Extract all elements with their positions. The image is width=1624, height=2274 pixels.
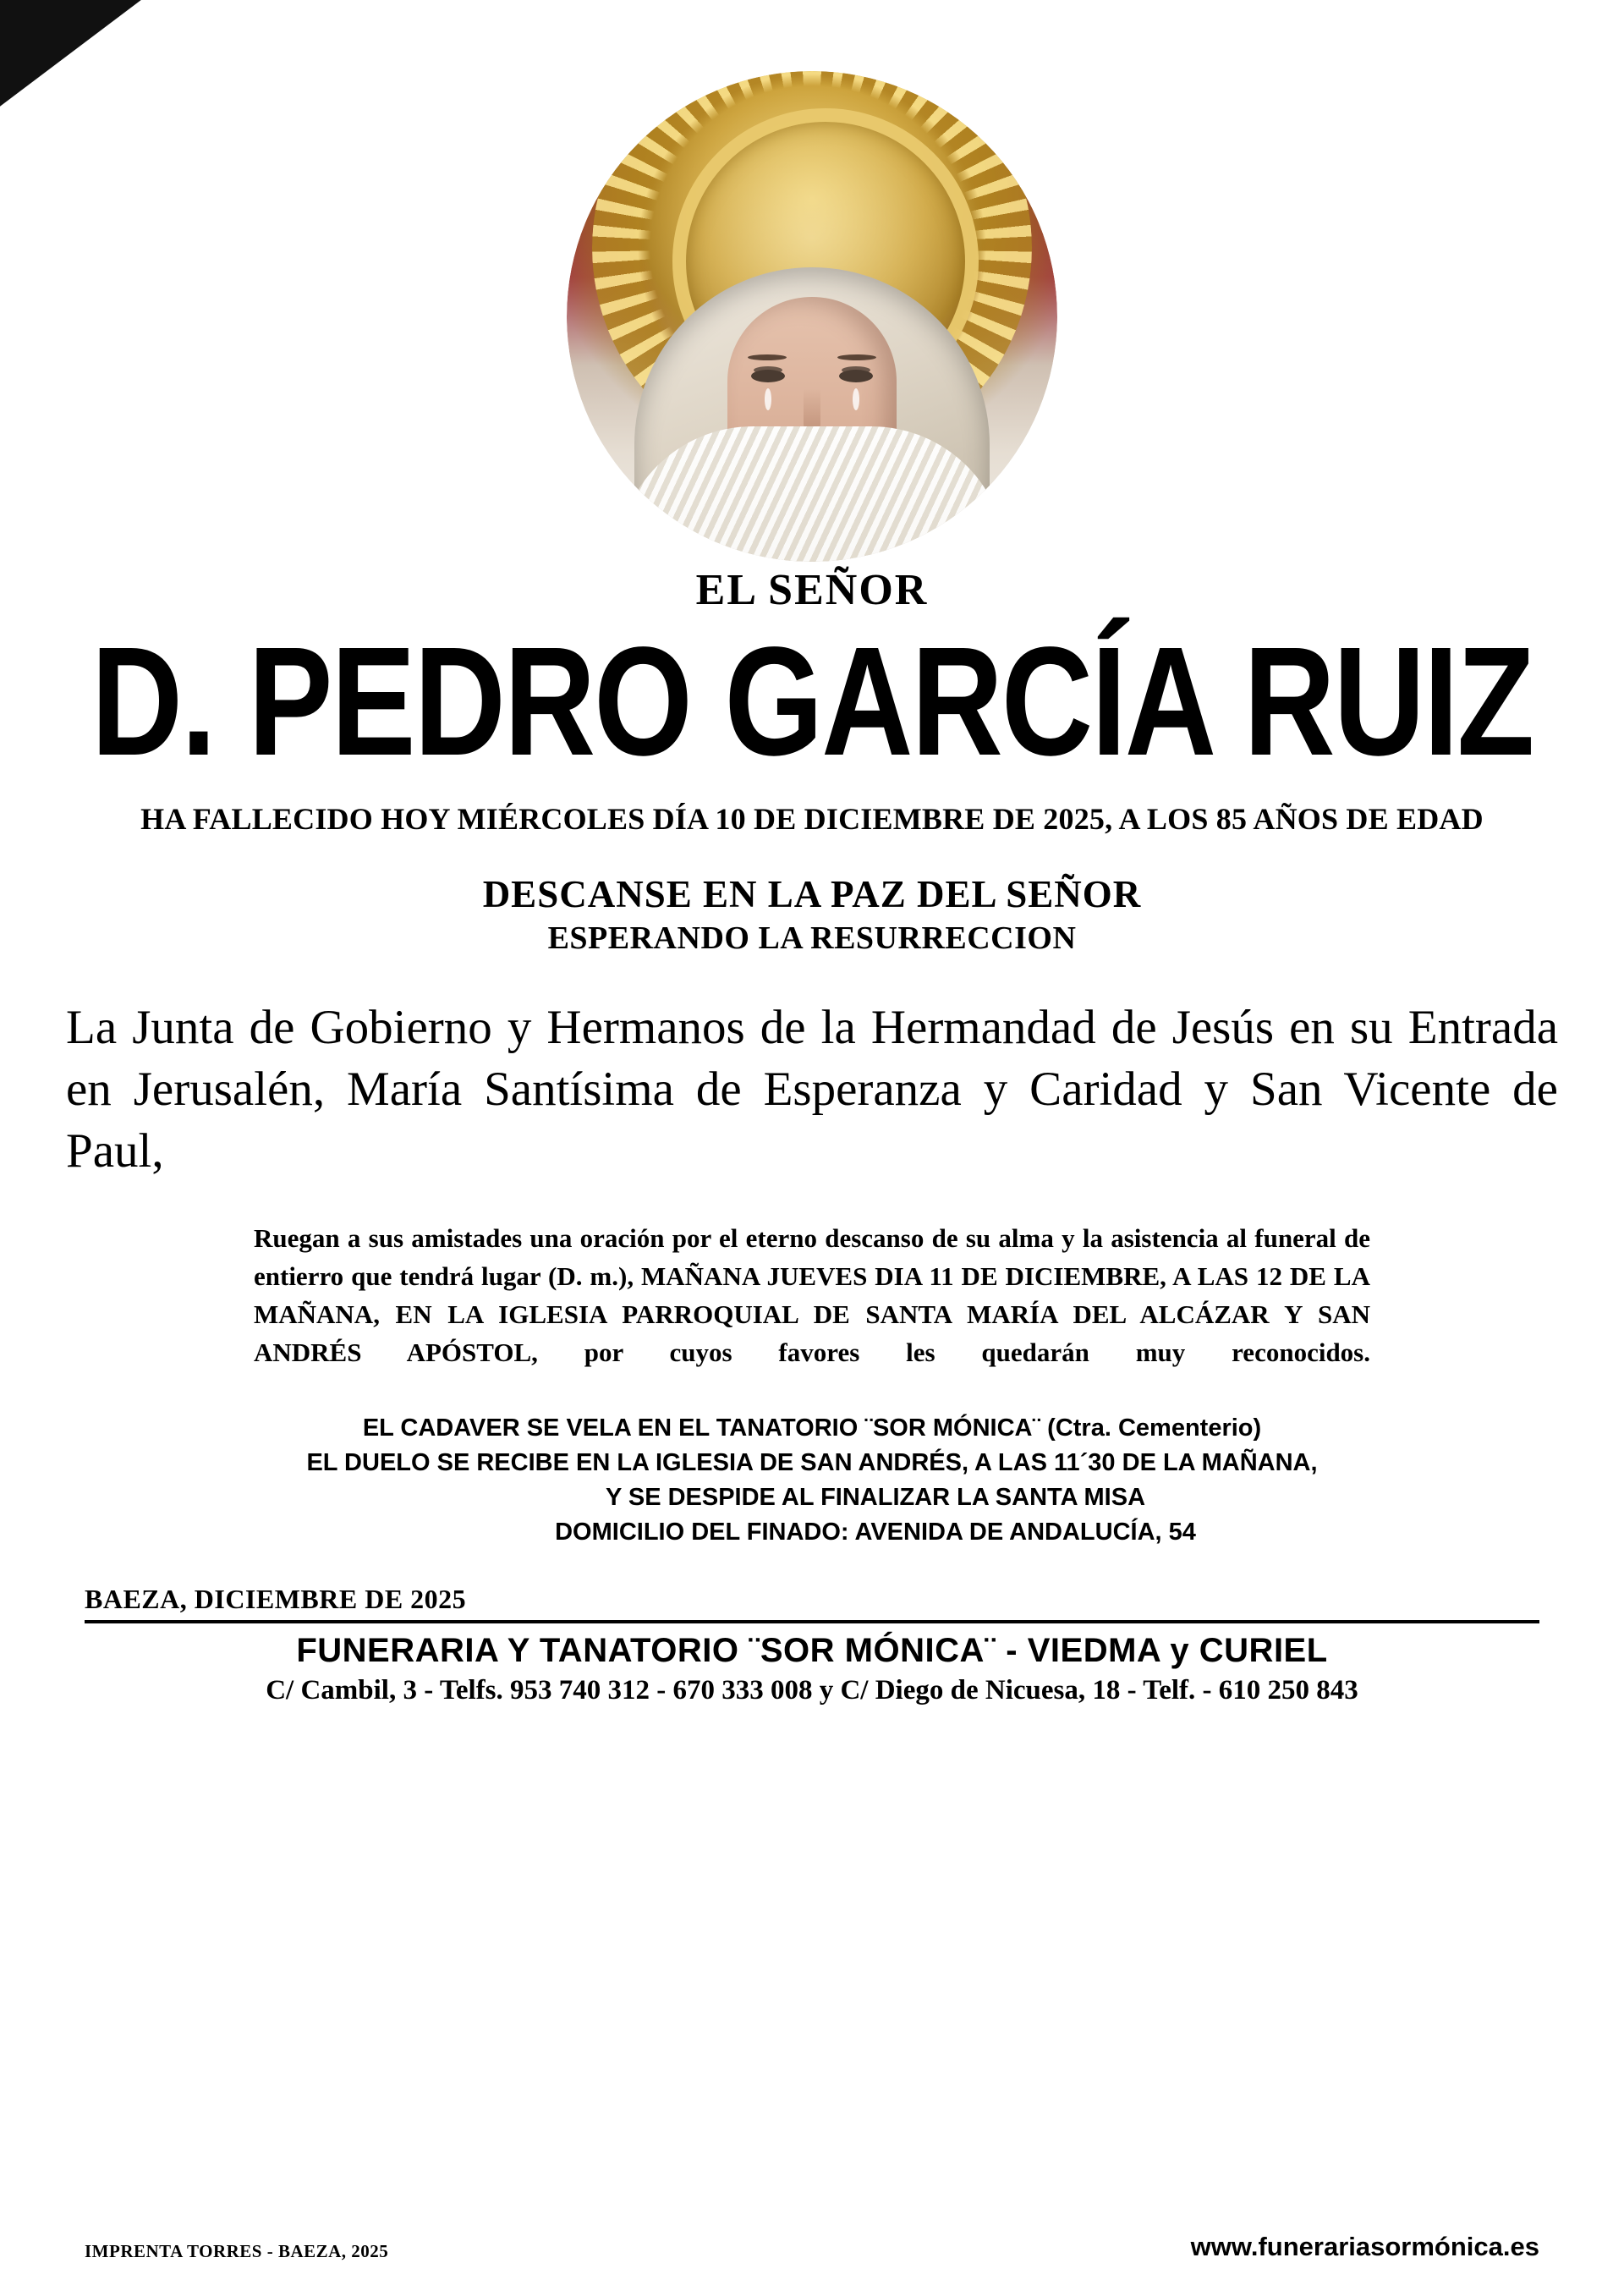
deceased-name: D. PEDRO GARCÍA RUIZ	[91, 614, 1533, 788]
funeral-home-address: C/ Cambil, 3 - Telfs. 953 740 312 - 670 333 008 y C/ Diego de Nicuesa, 18 - Telf. - 610 250 843	[266, 1675, 1358, 1706]
wake-line-3: Y SE DESPIDE AL FINALIZAR LA SANTA MISA	[605, 1483, 1146, 1511]
city-date-label: BAEZA, DICIEMBRE DE 2025	[85, 1584, 467, 1615]
page-footer	[0, 2232, 1624, 2262]
wake-line-2: EL DUELO SE RECIBE EN LA IGLESIA DE SAN ANDRÉS, A LAS 11´30 DE LA MAÑANA,	[306, 1448, 1318, 1476]
wake-line-4: DOMICILIO DEL FINADO: AVENIDA DE ANDALUCÍA, 54	[555, 1519, 1196, 1546]
funeral-request-paragraph: Ruegan a sus amistades una oración por el eterno descanso de su alma y la asistencia al funeral de entierro que tendrá lugar (D. m.), MAÑANA JUEVES DIA 11 DE DICIEMBRE, A LAS 12 DE LA MAÑANA, EN LA IGLESIA PARROQUIAL DE SANTA MARÍA DEL ALCÁZAR Y SAN ANDRÉS APÓSTOL, por cuyos favores les quedarán muy reconocidos.	[254, 1222, 1370, 1367]
brotherhood-paragraph: La Junta de Gobierno y Hermanos de la Hermandad de Jesús en su Entrada en Jerusalén, María Santísima de Esperanza y Caridad y San Vicente de Paul,	[66, 1001, 1558, 1178]
death-announcement: HA FALLECIDO HOY MIÉRCOLES DÍA 10 DE DICIEMBRE DE 2025, A LOS 85 AÑOS DE EDAD	[140, 802, 1484, 836]
rest-in-peace-line-1: DESCANSE EN LA PAZ DEL SEÑOR	[482, 873, 1142, 915]
honorific-label: EL SEÑOR	[695, 566, 929, 614]
rest-in-peace-line-2: ESPERANDO LA RESURRECCION	[547, 920, 1077, 956]
horizontal-divider	[85, 1620, 1539, 1623]
wake-line-1: EL CADAVER SE VELA EN EL TANATORIO ¨SOR MÓNICA¨ (Ctra. Cementerio)	[362, 1414, 1262, 1442]
funeral-home-name: FUNERARIA Y TANATORIO ¨SOR MÓNICA¨ - VIEDMA y CURIEL	[296, 1632, 1328, 1670]
printer-credit: IMPRENTA TORRES - BAEZA, 2025	[85, 2241, 389, 2261]
wake-details	[0, 1411, 1624, 1551]
funeral-home-website[interactable]: www.funerariasormónica.es	[1190, 2232, 1539, 2261]
